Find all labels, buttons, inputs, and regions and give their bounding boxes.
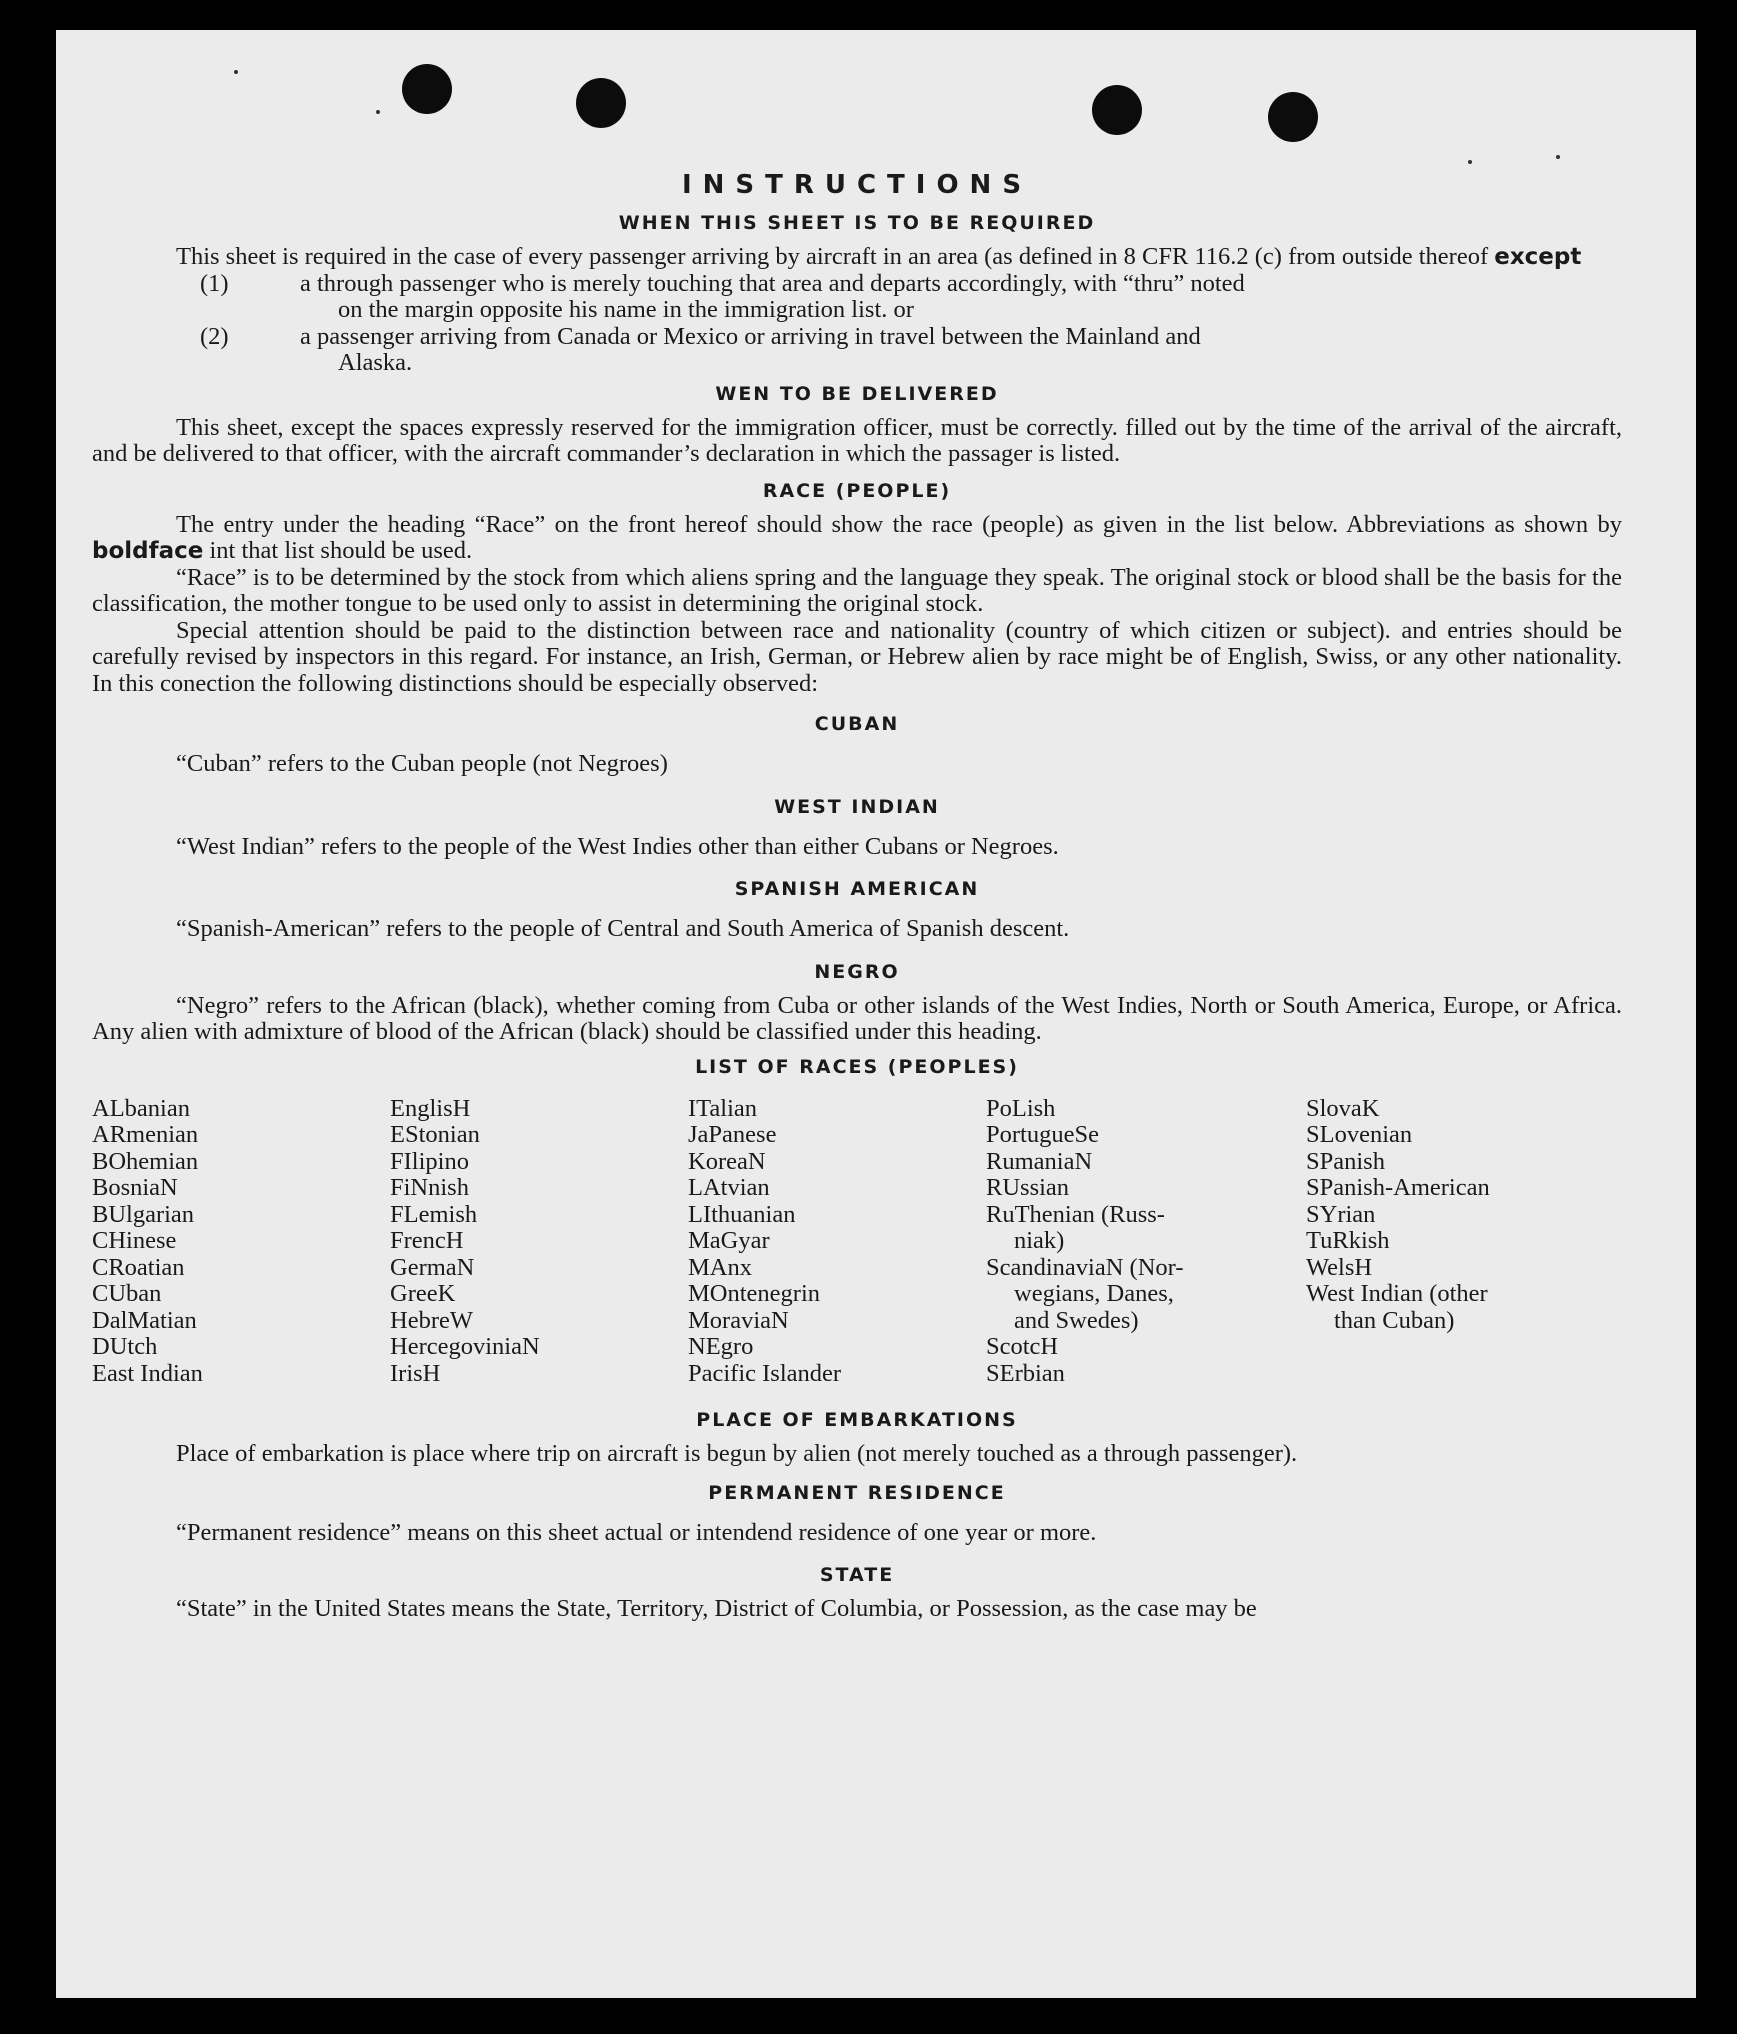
heading-when-delivered: WEN TO BE DELIVERED	[715, 382, 999, 405]
paragraph-required-text: This sheet is required in the case of every passenger arriving by aircraft in an area (as defined in 8 CFR 116.2 (c) from outside thereof	[176, 243, 1489, 270]
paragraph-race-1-text-b: int that list should be used.	[209, 537, 473, 564]
page-title: INSTRUCTIONS	[681, 170, 1033, 200]
race-entry: LIthuanian	[688, 1200, 796, 1228]
race-entry: West Indian (other	[1306, 1280, 1488, 1307]
race-entry: DUtch	[92, 1333, 158, 1360]
race-entry: FLemish	[390, 1200, 478, 1228]
race-entry: MOntenegrin	[688, 1280, 820, 1307]
dust-speck	[376, 110, 380, 114]
paragraph-embarkation: Place of embarkation is place where trip on aircraft is begun by alien (not merely touched as a through passenger).	[176, 1440, 1298, 1467]
race-entry: RumaniaN	[986, 1147, 1093, 1175]
race-entry: WelsH	[1306, 1253, 1373, 1281]
heading-list-of-races: LIST OF RACES (PEOPLES)	[695, 1055, 1019, 1078]
item-text	[300, 271, 1622, 324]
race-entry: EnglisH	[390, 1094, 471, 1122]
bold-boldface: boldface	[92, 538, 204, 564]
bold-except: except	[1494, 244, 1582, 270]
race-entry: ScandinaviaN (Nor-	[986, 1253, 1184, 1281]
heading-spanish-american: SPANISH AMERICAN	[734, 878, 980, 900]
paragraph-state: “State” in the United States means the State, Territory, District of Columbia, or Possession, as the case may be	[176, 1595, 1257, 1622]
paragraph-spanish-american: “Spanish-American” refers to the people of Central and South America of Spanish descent.	[176, 915, 1070, 942]
heading-negro: NEGRO	[814, 960, 900, 983]
race-entry: GermaN	[390, 1253, 475, 1281]
heading-race: RACE (PEOPLE)	[762, 479, 952, 502]
races-column-4	[986, 1096, 1306, 1388]
item-text	[300, 324, 1622, 377]
race-entry: TuRkish	[1306, 1227, 1390, 1254]
paragraph-race-2: “Race” is to be determined by the stock from which aliens spring and the language they speak. The original stock or blood shall be the basis for the classification, the mother tongue to be used only to assist in determining the original stock.	[92, 563, 1622, 617]
race-entry: IrisH	[390, 1359, 441, 1387]
race-entry: MaGyar	[688, 1227, 770, 1254]
item-number: (1)	[200, 269, 229, 297]
race-entry: SPanish	[1306, 1147, 1385, 1175]
race-entry: EStonian	[390, 1121, 480, 1148]
heading-state: STATE	[819, 1564, 895, 1586]
race-entry: East Indian	[92, 1359, 203, 1387]
race-entry: CHinese	[92, 1227, 177, 1254]
race-entry: ALbanian	[92, 1094, 190, 1122]
race-entry: SLovenian	[1306, 1121, 1413, 1148]
paragraph-race-3: Special attention should be paid to the distinction between race and nationality (country of which citizen or subject). and entries should be carefully revised by inspectors in this regard. For instance, an Irish, German, or Hebrew alien by race might be of English, Swiss, or any other nationality. In this conection the following distinctions should be especially observed:	[92, 616, 1622, 697]
instructions-body	[92, 170, 1622, 1631]
paragraph-west-indian: “West Indian” refers to the people of the West Indies other than either Cubans or Negroes.	[176, 832, 1059, 860]
item-number: (2)	[200, 322, 229, 350]
punch-hole	[1092, 85, 1142, 135]
races-list	[92, 1096, 1622, 1388]
paragraph-permanent-residence: “Permanent residence” means on this sheet actual or intendend residence of one year or more.	[176, 1518, 1097, 1546]
heading-when-required: WHEN THIS SHEET IS TO BE REQUIRED	[618, 212, 1096, 234]
document-sheet	[56, 30, 1696, 1998]
race-entry: PortugueSe	[986, 1121, 1099, 1148]
race-entry: MoraviaN	[688, 1306, 789, 1334]
race-entry: KoreaN	[688, 1147, 766, 1175]
race-entry: FIlipino	[390, 1147, 469, 1175]
heading-west-indian: WEST INDIAN	[774, 795, 940, 818]
heading-place-of-embarkation: PLACE OF EMBARKATIONS	[696, 1409, 1018, 1431]
race-entry: CRoatian	[92, 1253, 185, 1281]
race-entry: ITalian	[688, 1094, 758, 1122]
dust-speck	[1556, 155, 1560, 159]
races-column-5	[1306, 1096, 1606, 1388]
race-entry: ARmenian	[92, 1121, 199, 1148]
heading-permanent-residence: PERMANENT RESIDENCE	[708, 1481, 1006, 1504]
race-entry: BosniaN	[92, 1174, 178, 1201]
race-entry: BOhemian	[92, 1147, 199, 1175]
paragraph-required	[92, 244, 1622, 271]
race-entry: NEgro	[688, 1333, 754, 1360]
race-entry: HercegovinіaN	[390, 1333, 540, 1360]
race-entry: DalMatian	[92, 1306, 197, 1334]
races-column-2	[390, 1096, 688, 1388]
paragraph-cuban: “Cuban” refers to the Cuban people (not Negroes)	[176, 750, 668, 777]
item-text-line: a passenger arriving from Canada or Mexico or arriving in travel between the Mainland and	[300, 322, 1201, 350]
dust-speck	[234, 70, 238, 74]
race-entry: CUban	[92, 1280, 162, 1307]
exception-item-1	[92, 271, 1622, 324]
race-entry: wegians, Danes,	[1014, 1280, 1174, 1307]
item-text-line: on the margin opposite his name in the immigration list. or	[338, 296, 914, 323]
race-entry: SYrian	[1306, 1200, 1376, 1228]
race-entry: Pacific Islander	[688, 1359, 842, 1387]
dust-speck	[1468, 160, 1472, 164]
race-entry: PoLish	[986, 1094, 1056, 1122]
race-entry: niak)	[1014, 1227, 1065, 1254]
race-entry: than Cuban)	[1334, 1306, 1455, 1334]
race-entry: SlovaK	[1306, 1094, 1380, 1122]
race-entry: HebreW	[390, 1306, 473, 1334]
race-entry: and Swedes)	[1014, 1306, 1139, 1334]
item-text-line: Alaska.	[338, 349, 413, 376]
race-entry: RuThenian (Russ-	[986, 1200, 1165, 1228]
race-entry: FrencH	[390, 1227, 464, 1254]
paragraph-race-1	[92, 512, 1622, 565]
races-column-1	[92, 1096, 390, 1388]
race-entry: GreeK	[390, 1280, 456, 1307]
paragraph-negro: “Negro” refers to the African (black), whether coming from Cuba or other islands of the West Indies, North or South America, Europe, or Africa. Any alien with admixture of blood of the African (black) should be classified under this heading.	[92, 991, 1622, 1045]
race-entry: RUssian	[986, 1174, 1070, 1201]
race-entry: SPanish-American	[1306, 1174, 1490, 1201]
punch-hole	[1268, 92, 1318, 142]
race-entry: FiNnish	[390, 1174, 469, 1201]
paragraph-race-1-text-a: The entry under the heading “Race” on the front hereof should show the race (people) as given in the list below. Abbreviations as shown by	[176, 510, 1622, 538]
punch-hole	[576, 78, 626, 128]
race-entry: ScotcH	[986, 1333, 1059, 1360]
race-entry: BUlgarian	[92, 1200, 195, 1228]
heading-cuban: CUBAN	[814, 713, 900, 735]
race-entry: LAtvian	[688, 1174, 770, 1201]
race-entry: MAnx	[688, 1253, 752, 1281]
punch-hole	[402, 64, 452, 114]
races-column-3	[688, 1096, 986, 1388]
paragraph-delivered: This sheet, except the spaces expressly reserved for the immigration officer, must be correctly. filled out by the time of the arrival of the aircraft, and be delivered to that officer, with the aircraft commander’s declaration in which the passager is listed.	[92, 413, 1622, 467]
item-text-line: a through passenger who is merely touching that area and departs accordingly, with “thru” noted	[300, 269, 1245, 297]
race-entry: SErbian	[986, 1359, 1065, 1387]
race-entry: JaPanese	[688, 1121, 777, 1148]
exception-item-2	[92, 324, 1622, 377]
